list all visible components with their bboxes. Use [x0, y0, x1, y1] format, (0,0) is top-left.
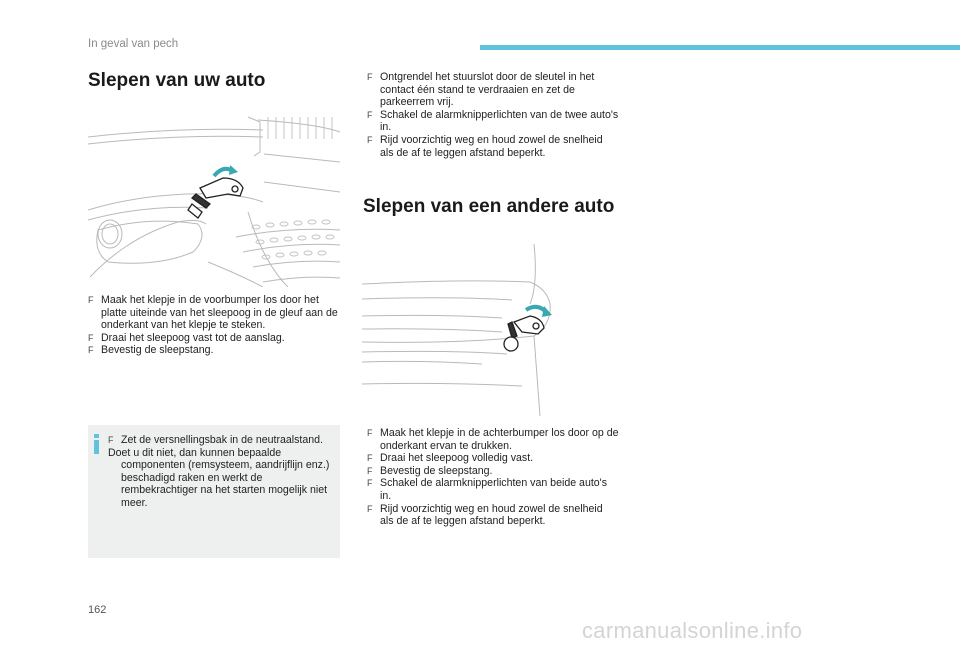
step-text: Schakel de alarmknipperlichten van beide auto's in.: [380, 477, 607, 502]
info-icon: [93, 434, 101, 454]
bullet-marker: F: [367, 109, 373, 120]
rear-bumper-illustration: [362, 244, 614, 416]
title-towing-own-car: Slepen van uw auto: [88, 70, 266, 91]
list-item: [367, 109, 619, 134]
list-item: [88, 344, 340, 357]
bullet-marker: F: [88, 345, 94, 356]
front-towing-steps: [88, 294, 340, 357]
title-towing-other-car: Slepen van een andere auto: [363, 196, 615, 217]
bullet-marker: F: [367, 478, 373, 489]
step-text: Draai het sleepoog vast tot de aanslag.: [101, 331, 285, 344]
step-text: Schakel de alarmknipperlichten van de twee auto's in.: [380, 108, 619, 134]
step-text: Ontgrendel het stuurslot door de sleutel in het contact één stand te verdraaien en zet de parkeerrem vrij.: [380, 71, 595, 109]
info-note-box: [88, 425, 340, 558]
list-item: [367, 427, 619, 452]
step-text: Maak het klepje in de voorbumper los door het platte uiteinde van het sleepoog in de gleuf aan de onderkant van het klepje te steken.: [101, 294, 338, 332]
bullet-marker: F: [367, 503, 373, 514]
list-item: [367, 477, 619, 502]
bullet-marker: F: [367, 72, 373, 82]
rear-bumper-drawing: [362, 244, 614, 416]
list-item: [367, 503, 619, 528]
section-accent-bar: [480, 45, 960, 50]
bullet-marker: F: [367, 465, 373, 476]
step-text: Rijd voorzichtig weg en houd zowel de snelheid als de af te leggen afstand beperkt.: [380, 502, 603, 528]
list-item: [367, 465, 619, 478]
step-text: Maak het klepje in de achterbumper los door op de onderkant ervan te drukken.: [380, 427, 619, 452]
bullet-marker: F: [367, 428, 373, 438]
front-bumper-drawing: [88, 112, 340, 287]
step-text: Zet de versnellingsbak in de neutraalstand.: [121, 434, 323, 446]
bullet-marker: F: [367, 453, 373, 464]
list-item: [367, 134, 619, 159]
watermark: carmanualsonline.info: [582, 618, 803, 643]
list-item: [88, 294, 340, 332]
step-text: Bevestig de sleepstang.: [380, 464, 493, 477]
list-item: [88, 332, 340, 345]
note-rest: componenten (remsysteem, aandrijflijn enz.) beschadigd raken en werkt de rembekrachtiger na het starten mogelijk niet meer.: [121, 459, 330, 509]
list-item: [108, 434, 338, 447]
step-text: Bevestig de sleepstang.: [101, 344, 214, 357]
towing-safety-steps: [367, 71, 619, 159]
bullet-marker: F: [88, 295, 94, 305]
note-lead: Doet u dit niet, dan kunnen bepaalde: [108, 446, 282, 459]
list-item: [367, 71, 619, 109]
front-bumper-illustration: [88, 112, 340, 287]
info-note-text: [108, 434, 338, 510]
rear-towing-steps: [367, 427, 619, 528]
bullet-marker: F: [108, 435, 114, 445]
step-text: Rijd voorzichtig weg en houd zowel de snelheid als de af te leggen afstand beperkt.: [380, 133, 603, 159]
section-label: In geval van pech: [88, 38, 179, 50]
bullet-marker: F: [367, 134, 373, 145]
bullet-marker: F: [88, 332, 94, 343]
list-item: [367, 452, 619, 465]
step-text: Draai het sleepoog volledig vast.: [380, 452, 534, 465]
page-number: 162: [88, 604, 107, 616]
